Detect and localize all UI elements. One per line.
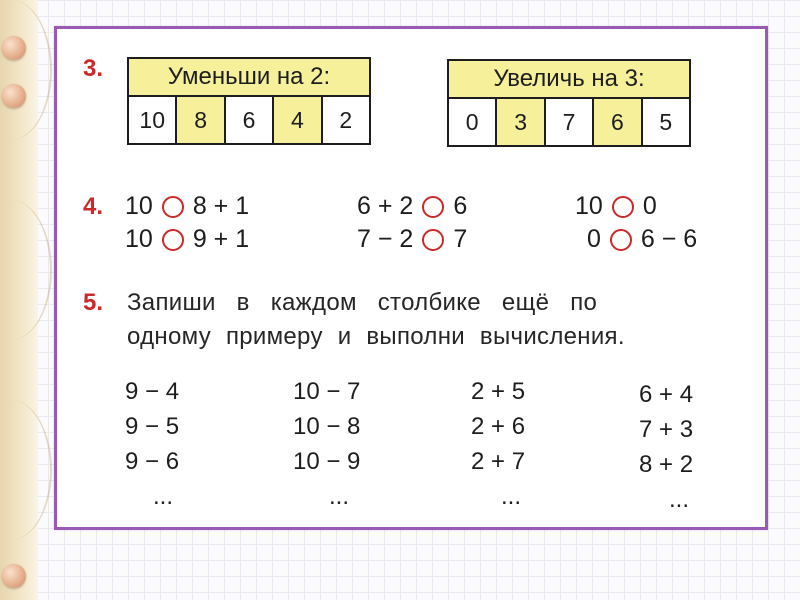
comparison-circle[interactable]: [422, 229, 444, 251]
comparison-right: 6 − 6: [640, 225, 698, 253]
comparison-item: [587, 225, 697, 254]
number-cell: 10: [129, 97, 177, 143]
example-column: [471, 374, 525, 514]
example-ellipsis: ...: [501, 483, 522, 510]
example-item: 9 − 6: [125, 448, 180, 475]
task-5-number: 5.: [83, 289, 104, 316]
comparison-right: 6: [453, 192, 468, 220]
number-cell: 4: [274, 97, 322, 143]
example-item: 10 − 7: [293, 378, 361, 405]
decor-wave: [0, 0, 52, 140]
comparison-left: 6 + 2: [357, 192, 414, 220]
comparison-circle[interactable]: [162, 229, 184, 251]
example-ellipsis: ...: [153, 483, 174, 510]
comparison-item: [125, 225, 249, 254]
increase-box: [447, 59, 691, 147]
example-column: [293, 374, 360, 514]
comparison-right: 8 + 1: [192, 192, 250, 220]
increase-box-cells: [447, 99, 691, 147]
comparison-circle[interactable]: [422, 196, 444, 218]
task-5-text-line-1: Запиши в каждом столбике ещё по: [127, 289, 598, 316]
number-cell: 2: [323, 97, 369, 143]
example-column: [639, 377, 693, 517]
decor-wave: [0, 400, 52, 540]
comparison-circle[interactable]: [612, 196, 634, 218]
task-3-number: 3.: [83, 55, 104, 82]
example-item: 2 + 5: [471, 378, 526, 405]
comparison-left: 10: [125, 225, 153, 253]
decor-bead: [2, 84, 26, 108]
decrease-box: [127, 57, 371, 145]
example-item: 6 + 4: [639, 381, 694, 408]
comparison-item: [125, 192, 249, 221]
task-4-number: 4.: [83, 193, 104, 220]
comparison-left: 7 − 2: [357, 225, 414, 253]
comparison-right: 9 + 1: [192, 225, 250, 253]
decor-bead: [2, 36, 26, 60]
comparison-right: 7: [453, 225, 468, 253]
number-cell: 5: [643, 99, 689, 145]
example-item: 10 − 9: [293, 448, 361, 475]
task-5-text-line-2: одному примеру и выполни вычисления.: [127, 323, 625, 350]
number-cell: 3: [497, 99, 545, 145]
increase-box-title: Увеличь на 3:: [447, 59, 691, 99]
number-cell: 0: [449, 99, 497, 145]
comparison-left: 10: [575, 192, 603, 220]
comparison-circle[interactable]: [162, 196, 184, 218]
comparison-left: 0: [587, 225, 601, 253]
example-ellipsis: ...: [669, 486, 690, 513]
example-item: 9 − 5: [125, 413, 180, 440]
number-cell: 6: [226, 97, 274, 143]
decrease-box-cells: [127, 97, 371, 145]
number-cell: 6: [594, 99, 642, 145]
example-item: 10 − 8: [293, 413, 361, 440]
example-item: 8 + 2: [639, 451, 694, 478]
exercise-frame: [54, 26, 768, 530]
example-column: [125, 374, 179, 514]
decor-wave: [0, 200, 52, 340]
example-item: 9 − 4: [125, 378, 180, 405]
comparison-item: [357, 192, 467, 221]
number-cell: 8: [177, 97, 225, 143]
comparison-item: [357, 225, 467, 254]
decor-bead: [2, 564, 26, 588]
comparison-item: [575, 192, 657, 221]
example-item: 2 + 7: [471, 448, 526, 475]
number-cell: 7: [546, 99, 594, 145]
example-item: 2 + 6: [471, 413, 526, 440]
example-item: 7 + 3: [639, 416, 694, 443]
example-ellipsis: ...: [329, 483, 350, 510]
comparison-right: 0: [642, 192, 657, 220]
comparison-left: 10: [125, 192, 153, 220]
decrease-box-title: Уменьши на 2:: [127, 57, 371, 97]
comparison-circle[interactable]: [610, 229, 632, 251]
left-decoration: [0, 0, 38, 600]
